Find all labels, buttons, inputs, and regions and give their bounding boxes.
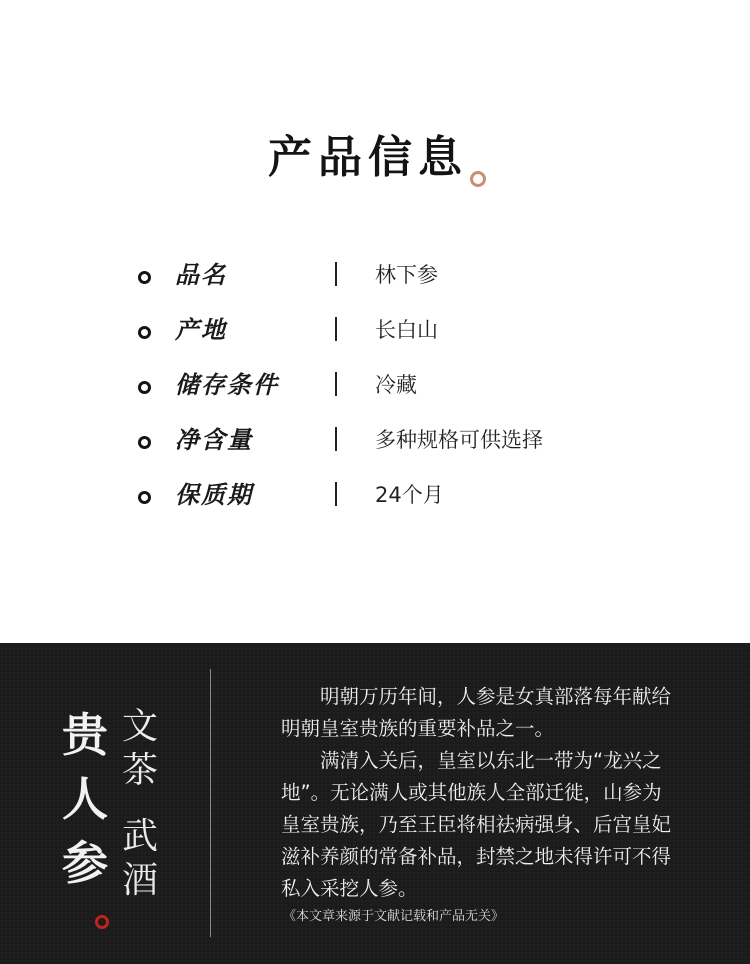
slogan-char: 文 <box>121 706 158 747</box>
brand-char: 贵 <box>62 708 108 762</box>
history-paragraph-2: 满清入关后，皇室以东北一带为“龙兴之地”。无论满人或其他族人全部迁徙，山参为皇室贵族，乃至王臣将相祛病强身、后宫皇妃滋补养颜的常备补品，封禁之地未得许可不得私入采挖人参。 <box>281 749 672 900</box>
divider <box>335 427 337 451</box>
bullet-icon <box>138 271 151 284</box>
info-row <box>0 313 750 353</box>
divider <box>335 262 337 286</box>
slogan-column-2 <box>120 815 160 903</box>
circle-ornament-icon <box>470 171 486 187</box>
info-label: 产地 <box>175 315 227 344</box>
info-label: 净含量 <box>175 425 253 454</box>
bullet-icon <box>138 381 151 394</box>
info-value: 24个月 <box>375 483 444 507</box>
info-row <box>0 258 750 298</box>
history-paragraph-1: 明朝万历年间，人参是女真部落每年献给明朝皇室贵族的重要补品之一。 <box>281 685 672 740</box>
info-row <box>0 423 750 463</box>
info-value: 冷藏 <box>375 373 417 397</box>
info-value: 多种规格可供选择 <box>375 428 543 452</box>
info-label: 品名 <box>175 260 227 289</box>
bullet-icon <box>138 491 151 504</box>
history-section <box>0 643 750 964</box>
vertical-divider <box>210 669 211 937</box>
bullet-icon <box>138 436 151 449</box>
info-label: 保质期 <box>175 480 253 509</box>
bullet-icon <box>138 326 151 339</box>
slogan-char: 酒 <box>121 860 158 901</box>
slogan-char: 武 <box>121 816 158 857</box>
divider <box>335 317 337 341</box>
info-row <box>0 478 750 518</box>
red-circle-icon <box>95 915 109 929</box>
brand-calligraphy <box>62 703 108 895</box>
slogan-column-1 <box>120 705 160 793</box>
source-note: 《本文章来源于文献记载和产品无关》 <box>283 909 505 924</box>
info-value: 长白山 <box>375 318 438 342</box>
info-row <box>0 368 750 408</box>
divider <box>335 482 337 506</box>
divider <box>335 372 337 396</box>
info-value: 林下参 <box>375 263 438 287</box>
info-label: 储存条件 <box>175 370 279 399</box>
brand-char: 参 <box>62 836 108 890</box>
slogan-char: 茶 <box>121 750 158 791</box>
section-title: 产品信息 <box>268 132 468 183</box>
brand-char: 人 <box>62 772 108 826</box>
